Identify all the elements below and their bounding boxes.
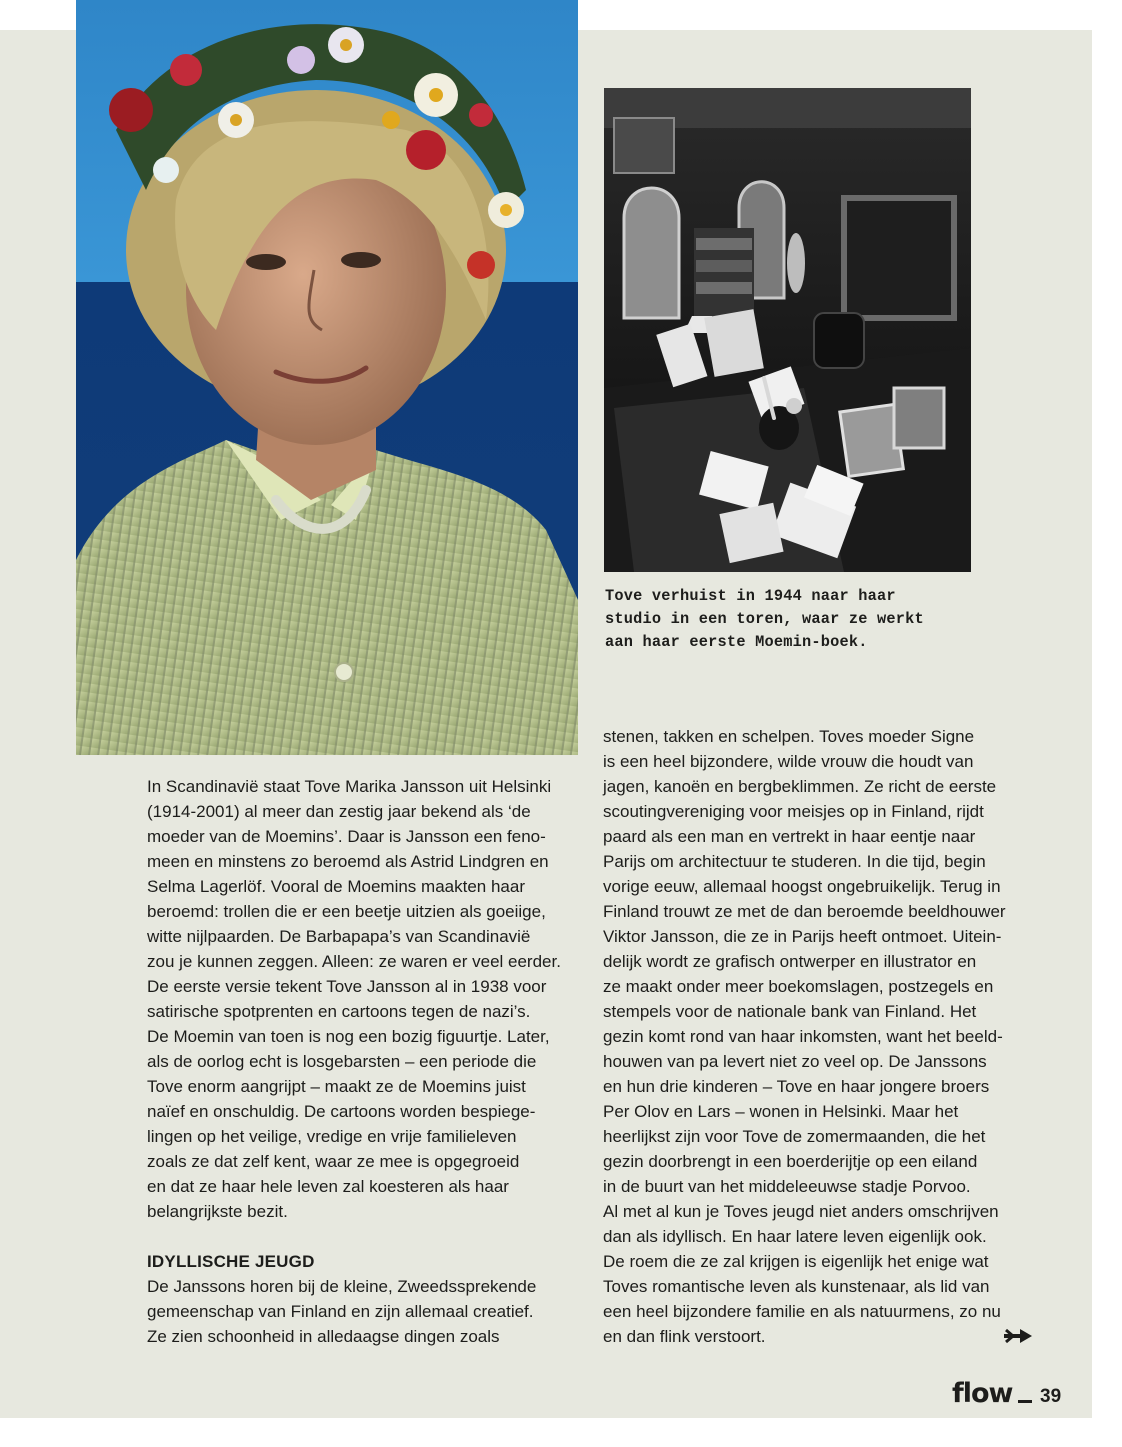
body-text-line: De Janssons horen bij de kleine, Zweedssprekende [147,1277,537,1296]
footer-separator [1018,1400,1032,1403]
photo-caption [605,585,965,654]
article-column-left [147,774,577,1349]
body-text-line: (1914-2001) al meer dan zestig jaar bekend als ‘de [147,802,531,821]
body-text-line: heerlijkst zijn voor Tove de zomermaanden, die het [603,1127,986,1146]
body-text-line: Tove enorm aangrijpt – maakt ze de Moemins juist [147,1077,526,1096]
arrow-right-icon [1004,1328,1034,1349]
body-text-line: beroemd: trollen die er een beetje uitzien als goeiige, [147,902,546,921]
body-text-line: stempels voor de nationale bank van Finland. Het [603,1002,977,1021]
body-text-line: belangrijkste bezit. [147,1202,288,1221]
body-text-line: naïef en onschuldig. De cartoons worden bespiege- [147,1102,536,1121]
body-text-line: Selma Lagerlöf. Vooral de Moemins maakten haar [147,877,525,896]
body-text-line: een heel bijzondere familie en als natuurmens, zo nu [603,1302,1001,1321]
body-text-line: Ze zien schoonheid in alledaagse dingen zoals [147,1327,500,1346]
caption-line: studio in een toren, waar ze werkt [605,610,924,628]
body-text-line: lingen op het veilige, vredige en vrije familieleven [147,1127,517,1146]
body-text-line: Viktor Jansson, die ze in Parijs heeft ontmoet. Uitein- [603,927,1002,946]
body-text-line: Finland trouwt ze met de dan beroemde beeldhouwer [603,902,1006,921]
studio-photo [604,88,971,572]
body-text-line: zoals ze dat zelf kent, waar ze mee is opgegroeid [147,1152,520,1171]
body-text-line: scoutingvereniging voor meisjes op in Finland, rijdt [603,802,984,821]
body-text-line: dan als idyllisch. En haar latere leven eigenlijk ook. [603,1227,987,1246]
body-text-line: In Scandinavië staat Tove Marika Jansson uit Helsinki [147,777,552,796]
paragraph-gap [147,1224,577,1249]
magazine-logo: flow [952,1378,1013,1409]
portrait-photo [76,0,578,755]
body-text-line: gezin komt rond van haar inkomsten, want het beeld- [603,1027,1003,1046]
body-text-line: De roem die ze zal krijgen is eigenlijk het enige wat [603,1252,989,1271]
body-text-line: is een heel bijzondere, wilde vrouw die houdt van [603,752,974,771]
body-text-line: Per Olov en Lars – wonen in Helsinki. Maar het [603,1102,959,1121]
body-text-line: Al met al kun je Toves jeugd niet anders omschrijven [603,1202,999,1221]
body-text-line: houwen van pa levert niet zo veel op. De Janssons [603,1052,987,1071]
body-text-line: Parijs om architectuur te studeren. In die tijd, begin [603,852,986,871]
body-text-line: witte nijlpaarden. De Barbapapa’s van Scandinavië [147,927,531,946]
body-text-line: vorige eeuw, allemaal hoogst ongebruikelijk. Terug in [603,877,1001,896]
body-text-line: moeder van de Moemins’. Daar is Jansson een feno- [147,827,546,846]
body-text-line: in de buurt van het middeleeuwse stadje Porvoo. [603,1177,971,1196]
body-text-line: gezin doorbrengt in een boerderijtje op een eiland [603,1152,978,1171]
body-text-line: jagen, kanoën en bergbeklimmen. Ze richt de eerste [603,777,997,796]
body-text-line: De eerste versie tekent Tove Jansson al in 1938 voor [147,977,547,996]
body-text-line: als de oorlog echt is losgebarsten – een periode die [147,1052,537,1071]
body-text-line: ze maakt onder meer boekomslagen, postzegels en [603,977,994,996]
body-text-line: paard als een man en vertrekt in haar eentje naar [603,827,976,846]
body-text-line: en hun drie kinderen – Tove en haar jongere broers [603,1077,990,1096]
body-text-line: satirische spotprenten en cartoons tegen de nazi’s. [147,1002,531,1021]
article-column-right [603,724,1043,1349]
body-text-line: meen en minstens zo beroemd als Astrid Lindgren en [147,852,549,871]
caption-line: aan haar eerste Moemin-boek. [605,633,868,651]
body-text-line: De Moemin van toen is nog een bozig figuurtje. Later, [147,1027,550,1046]
body-text-line: Toves romantische leven als kunstenaar, als lid van [603,1277,990,1296]
page-number: 39 [1040,1386,1062,1407]
body-text-line: gemeenschap van Finland en zijn allemaal creatief. [147,1302,534,1321]
caption-line: Tove verhuist in 1944 naar haar [605,587,896,605]
body-text-line: zou je kunnen zeggen. Alleen: ze waren er veel eerder. [147,952,561,971]
body-text-line: en dan flink verstoort. [603,1327,766,1346]
section-heading: IDYLLISCHE JEUGD [147,1252,315,1271]
body-text-line: delijk wordt ze grafisch ontwerper en illustrator en [603,952,977,971]
body-text-line: en dat ze haar hele leven zal koesteren als haar [147,1177,509,1196]
body-text-line: stenen, takken en schelpen. Toves moeder Signe [603,727,975,746]
